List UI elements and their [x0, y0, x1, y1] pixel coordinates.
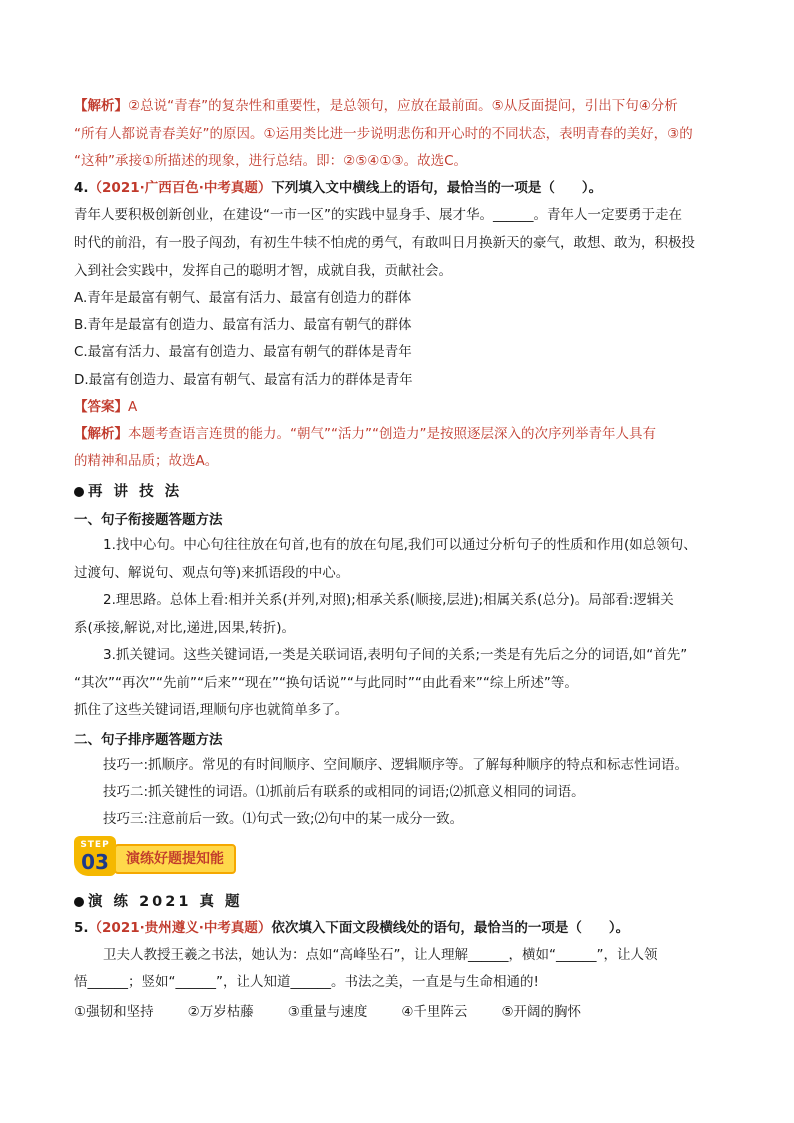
technique-1-line-2: 过渡句、解说句、观点句等)来抓语段的中心。	[74, 565, 350, 581]
section-techniques-title: 再 讲 技 法	[74, 480, 182, 501]
bullet-dot-icon	[74, 897, 84, 907]
technique-3-line-3: 抓住了这些关键词语,理顺句序也就简单多了。	[74, 702, 349, 718]
technique-3-line-1: 3.抓关键词。这些关键词语,一类是关联词语,表明句子间的关系;一类是有先后之分的词语,如“首先”	[103, 647, 688, 663]
question-4-answer: 【答案】A	[74, 399, 138, 415]
question-source: （2021·广西百色·中考真题）	[88, 180, 272, 196]
technique-3-line-2: “其次”“再次”“先前”“后来”“现在”“换句话说”“与此同时”“由此看来”“综上所述”等。	[74, 675, 578, 691]
technique-1-line-1: 1.找中心句。中心句往往放在句首,也有的放在句尾,我们可以通过分析句子的性质和作用(如总领句、	[103, 537, 697, 553]
option-2: ②万岁枯藤	[187, 1004, 254, 1020]
technique-2-line-2: 系(承接,解说,对比,递进,因果,转折)。	[74, 620, 295, 636]
question-4-option-b: B.青年是最富有创造力、最富有活力、最富有朝气的群体	[74, 317, 412, 333]
subheading-connection: 一、句子衔接题答题方法	[74, 512, 223, 528]
question-4-passage-1: 青年人要积极创新创业，在建设“一市一区”的实践中显身手、展才华。______。青年人一定要勇于走在	[74, 207, 682, 223]
subheading-ordering: 二、句子排序题答题方法	[74, 732, 223, 748]
ordering-tip-3: 技巧三:注意前后一致。⑴句式一致;⑵句中的某一成分一致。	[103, 811, 464, 827]
prev-analysis-line-2: “所有人都说青春美好”的原因。①运用类比进一步说明悲伤和开心时的不同状态，表明青春的美好，③的	[74, 126, 693, 142]
question-5-stem: 5.（2021·贵州遵义·中考真题）依次填入下面文段横线处的语句，最恰当的一项是（ ）。	[74, 920, 630, 936]
step-badge: STEP 03	[74, 836, 116, 876]
bullet-dot-icon	[74, 487, 84, 497]
question-5-passage-2: 悟______；竖如“______”，让人知道______。书法之美，一直是与生命相通的!	[74, 974, 539, 990]
analysis-tag: 【解析】	[74, 98, 128, 114]
section-practice-title: 演 练 2021 真 题	[74, 890, 243, 911]
prev-analysis-line-3: “这种”承接①所描述的现象，进行总结。即：②⑤④①③。故选C。	[74, 153, 468, 169]
question-4-passage-2: 时代的前沿，有一股子闯劲，有初生牛犊不怕虎的勇气，有敢叫日月换新天的豪气，敢想、敢为，积极投	[74, 235, 695, 251]
prev-analysis-line-1: 【解析】②总说“青春”的复杂性和重要性，是总领句，应放在最前面。⑤从反面提问，引出下句④分析	[74, 98, 678, 114]
ordering-tip-2: 技巧二:抓关键性的词语。⑴抓前后有联系的或相同的词语;⑵抓意义相同的词语。	[103, 784, 585, 800]
question-5-passage-1: 卫夫人教授王羲之书法，她认为：点如“高峰坠石”，让人理解______，横如“______”，让人领	[103, 947, 658, 963]
question-4-stem: 4.（2021·广西百色·中考真题）下列填入文中横线上的语句，最恰当的一项是（ ）。	[74, 180, 603, 196]
option-5: ⑤开阔的胸怀	[501, 1004, 582, 1020]
option-4: ④千里阵云	[401, 1004, 468, 1020]
question-4-option-d: D.最富有创造力、最富有朝气、最富有活力的群体是青年	[74, 372, 413, 388]
option-3: ③重量与速度	[287, 1004, 368, 1020]
question-4-option-a: A.青年是最富有朝气、最富有活力、最富有创造力的群体	[74, 290, 412, 306]
question-4-passage-3: 入到社会实践中，发挥自己的聪明才智，成就自我，贡献社会。	[74, 263, 452, 279]
question-4-analysis-2: 的精神和品质；故选A。	[74, 453, 219, 469]
technique-2-line-1: 2.理思路。总体上看:相并关系(并列,对照);相承关系(顺接,层进);相属关系(总分)。局部看:逻辑关	[103, 592, 674, 608]
step-label: 演练好题提知能	[114, 844, 236, 874]
question-source: （2021·贵州遵义·中考真题）	[88, 920, 272, 936]
question-4-analysis-1: 【解析】本题考查语言连贯的能力。“朝气”“活力”“创造力”是按照逐层深入的次序列举青年人具有	[74, 426, 656, 442]
question-4-option-c: C.最富有活力、最富有创造力、最富有朝气的群体是青年	[74, 344, 412, 360]
option-1: ①强韧和坚持	[74, 1004, 154, 1020]
question-5-options	[74, 1000, 615, 1020]
step-banner	[74, 836, 264, 876]
ordering-tip-1: 技巧一:抓顺序。常见的有时间顺序、空间顺序、逻辑顺序等。了解每种顺序的特点和标志性词语。	[103, 757, 689, 773]
